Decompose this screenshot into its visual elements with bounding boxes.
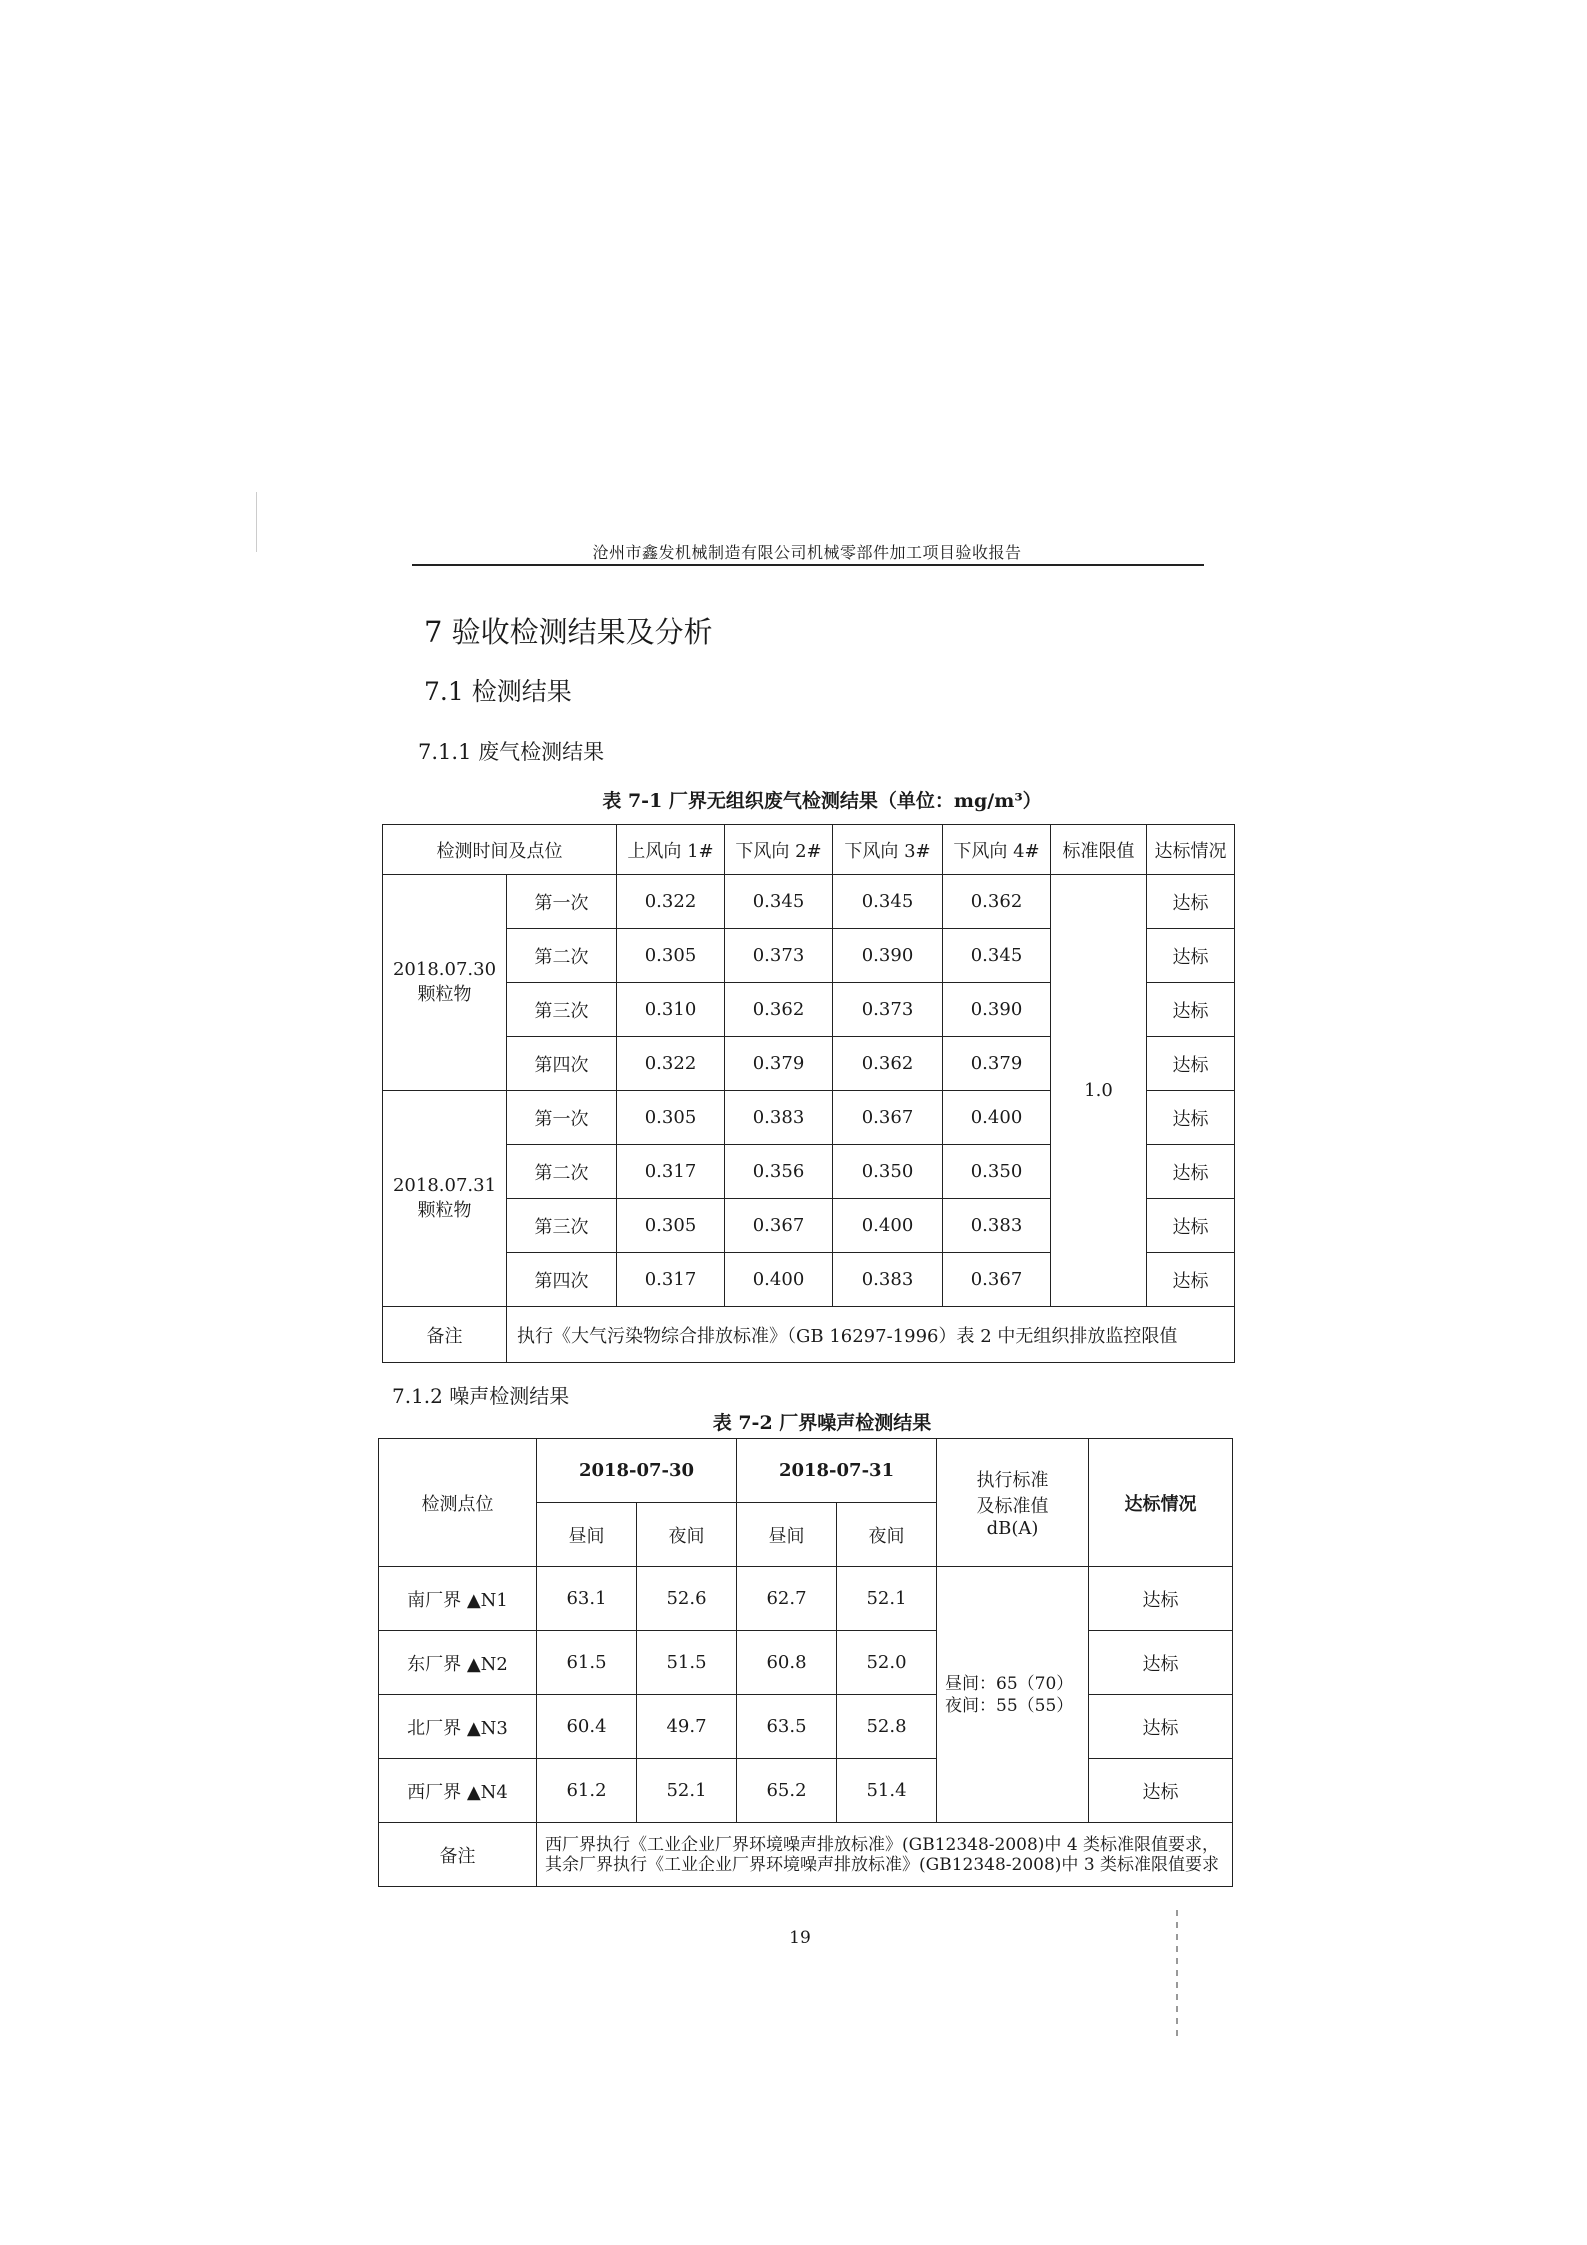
status-cell: 达标 xyxy=(1147,1037,1235,1091)
day-header: 昼间 xyxy=(537,1503,637,1567)
value-cell: 0.322 xyxy=(617,875,725,929)
std-value-cell xyxy=(937,1567,1089,1823)
section-heading: 7.1 检测结果 xyxy=(424,677,572,706)
value-cell: 0.356 xyxy=(725,1145,833,1199)
status-cell: 达标 xyxy=(1089,1567,1233,1631)
exhaust-results-table xyxy=(382,824,1235,1363)
table2-caption: 表 7-2 厂界噪声检测结果 xyxy=(712,1412,932,1434)
value-cell: 0.345 xyxy=(943,929,1051,983)
round-label: 第四次 xyxy=(507,1037,617,1091)
round-label: 第一次 xyxy=(507,875,617,929)
chapter-heading: 7 验收检测结果及分析 xyxy=(424,615,713,649)
point-cell: 北厂界 ▲N3 xyxy=(379,1695,537,1759)
note-text: 执行《大气污染物综合排放标准》（GB 16297-1996）表 2 中无组织排放监控限值 xyxy=(507,1307,1235,1363)
col-header-point: 检测点位 xyxy=(379,1439,537,1567)
table-row xyxy=(383,875,1235,929)
table1-header-row xyxy=(383,825,1235,875)
std-header-line: dB(A) xyxy=(986,1518,1039,1539)
col-header: 标准限值 xyxy=(1051,825,1147,875)
std-day: 昼间：65（70） xyxy=(945,1673,1074,1694)
group-label xyxy=(383,875,507,1091)
value-cell: 0.305 xyxy=(617,1199,725,1253)
running-header: 沧州市鑫发机械制造有限公司机械零部件加工项目验收报告 xyxy=(592,543,1022,562)
status-cell: 达标 xyxy=(1147,983,1235,1037)
status-cell: 达标 xyxy=(1147,1199,1235,1253)
value-cell: 60.8 xyxy=(737,1631,837,1695)
col-header: 下风向 3# xyxy=(833,825,943,875)
value-cell: 0.310 xyxy=(617,983,725,1037)
table-row xyxy=(379,1631,1233,1695)
point-cell: 南厂界 ▲N1 xyxy=(379,1567,537,1631)
status-cell: 达标 xyxy=(1147,929,1235,983)
value-cell: 51.5 xyxy=(637,1631,737,1695)
note-label: 备注 xyxy=(383,1307,507,1363)
status-cell: 达标 xyxy=(1147,1145,1235,1199)
std-header xyxy=(937,1439,1089,1567)
value-cell: 0.400 xyxy=(833,1199,943,1253)
note-text: 西厂界执行《工业企业厂界环境噪声排放标准》(GB12348-2008)中 4 类标准限值要求，其余厂界执行《工业企业厂界环境噪声排放标准》(GB12348-2008)中 3 类标准限值要求 xyxy=(537,1823,1233,1887)
note-label: 备注 xyxy=(379,1823,537,1887)
value-cell: 63.5 xyxy=(737,1695,837,1759)
value-cell: 52.6 xyxy=(637,1567,737,1631)
table2-header-row xyxy=(379,1439,1233,1503)
value-cell: 62.7 xyxy=(737,1567,837,1631)
note-row xyxy=(383,1307,1235,1363)
subsection-heading-exhaust: 7.1.1 废气检测结果 xyxy=(418,740,605,764)
round-label: 第四次 xyxy=(507,1253,617,1307)
value-cell: 0.362 xyxy=(833,1037,943,1091)
col-header: 检测时间及点位 xyxy=(383,825,617,875)
value-cell: 61.5 xyxy=(537,1631,637,1695)
value-cell: 0.317 xyxy=(617,1145,725,1199)
value-cell: 0.367 xyxy=(725,1199,833,1253)
value-cell: 0.367 xyxy=(833,1091,943,1145)
status-cell: 达标 xyxy=(1147,1091,1235,1145)
table-row xyxy=(379,1695,1233,1759)
status-cell: 达标 xyxy=(1147,1253,1235,1307)
point-cell: 东厂界 ▲N2 xyxy=(379,1631,537,1695)
value-cell: 0.362 xyxy=(725,983,833,1037)
night-header: 夜间 xyxy=(637,1503,737,1567)
value-cell: 52.0 xyxy=(837,1631,937,1695)
table1-caption: 表 7-1 厂界无组织废气检测结果（单位：mg/m³） xyxy=(602,790,1042,812)
value-cell: 0.305 xyxy=(617,1091,725,1145)
value-cell: 52.8 xyxy=(837,1695,937,1759)
value-cell: 52.1 xyxy=(637,1759,737,1823)
status-cell: 达标 xyxy=(1089,1695,1233,1759)
table-row xyxy=(379,1759,1233,1823)
round-label: 第三次 xyxy=(507,983,617,1037)
value-cell: 0.350 xyxy=(833,1145,943,1199)
value-cell: 0.379 xyxy=(725,1037,833,1091)
col-header: 上风向 1# xyxy=(617,825,725,875)
value-cell: 51.4 xyxy=(837,1759,937,1823)
value-cell: 0.345 xyxy=(833,875,943,929)
value-cell: 0.305 xyxy=(617,929,725,983)
value-cell: 0.379 xyxy=(943,1037,1051,1091)
value-cell: 0.400 xyxy=(943,1091,1051,1145)
date-header: 2018-07-30 xyxy=(537,1439,737,1503)
scan-mark xyxy=(1176,1910,1178,2040)
group-label xyxy=(383,1091,507,1307)
group-item: 颗粒物 xyxy=(417,1200,472,1221)
group-item: 颗粒物 xyxy=(417,984,472,1005)
round-label: 第二次 xyxy=(507,929,617,983)
value-cell: 52.1 xyxy=(837,1567,937,1631)
status-header: 达标情况 xyxy=(1089,1439,1233,1567)
value-cell: 0.383 xyxy=(725,1091,833,1145)
value-cell: 0.367 xyxy=(943,1253,1051,1307)
value-cell: 0.373 xyxy=(833,983,943,1037)
value-cell: 0.390 xyxy=(833,929,943,983)
value-cell: 60.4 xyxy=(537,1695,637,1759)
subsection-heading-noise: 7.1.2 噪声检测结果 xyxy=(392,1384,570,1408)
night-header: 夜间 xyxy=(837,1503,937,1567)
group-date: 2018.07.31 xyxy=(392,1175,497,1196)
value-cell: 0.350 xyxy=(943,1145,1051,1199)
col-header: 达标情况 xyxy=(1147,825,1235,875)
value-cell: 49.7 xyxy=(637,1695,737,1759)
value-cell: 0.383 xyxy=(943,1199,1051,1253)
value-cell: 0.373 xyxy=(725,929,833,983)
value-cell: 0.383 xyxy=(833,1253,943,1307)
status-cell: 达标 xyxy=(1089,1631,1233,1695)
round-label: 第一次 xyxy=(507,1091,617,1145)
std-night: 夜间：55（55） xyxy=(945,1695,1074,1716)
value-cell: 0.345 xyxy=(725,875,833,929)
value-cell: 0.322 xyxy=(617,1037,725,1091)
value-cell: 0.390 xyxy=(943,983,1051,1037)
value-cell: 65.2 xyxy=(737,1759,837,1823)
scan-mark xyxy=(256,492,257,552)
day-header: 昼间 xyxy=(737,1503,837,1567)
point-cell: 西厂界 ▲N4 xyxy=(379,1759,537,1823)
col-header: 下风向 4# xyxy=(943,825,1051,875)
col-header: 下风向 2# xyxy=(725,825,833,875)
table-row xyxy=(379,1567,1233,1631)
status-cell: 达标 xyxy=(1089,1759,1233,1823)
value-cell: 0.400 xyxy=(725,1253,833,1307)
note-row xyxy=(379,1823,1233,1887)
page-number: 19 xyxy=(789,1928,811,1948)
value-cell: 61.2 xyxy=(537,1759,637,1823)
value-cell: 0.362 xyxy=(943,875,1051,929)
round-label: 第三次 xyxy=(507,1199,617,1253)
std-header-line: 及标准值 xyxy=(976,1496,1049,1517)
value-cell: 63.1 xyxy=(537,1567,637,1631)
status-cell: 达标 xyxy=(1147,875,1235,929)
value-cell: 0.317 xyxy=(617,1253,725,1307)
std-header-line: 执行标准 xyxy=(976,1470,1049,1491)
noise-results-table xyxy=(378,1438,1233,1887)
limit-cell: 1.0 xyxy=(1051,875,1147,1307)
header-rule xyxy=(412,564,1204,566)
round-label: 第二次 xyxy=(507,1145,617,1199)
date-header: 2018-07-31 xyxy=(737,1439,937,1503)
group-date: 2018.07.30 xyxy=(392,959,497,980)
